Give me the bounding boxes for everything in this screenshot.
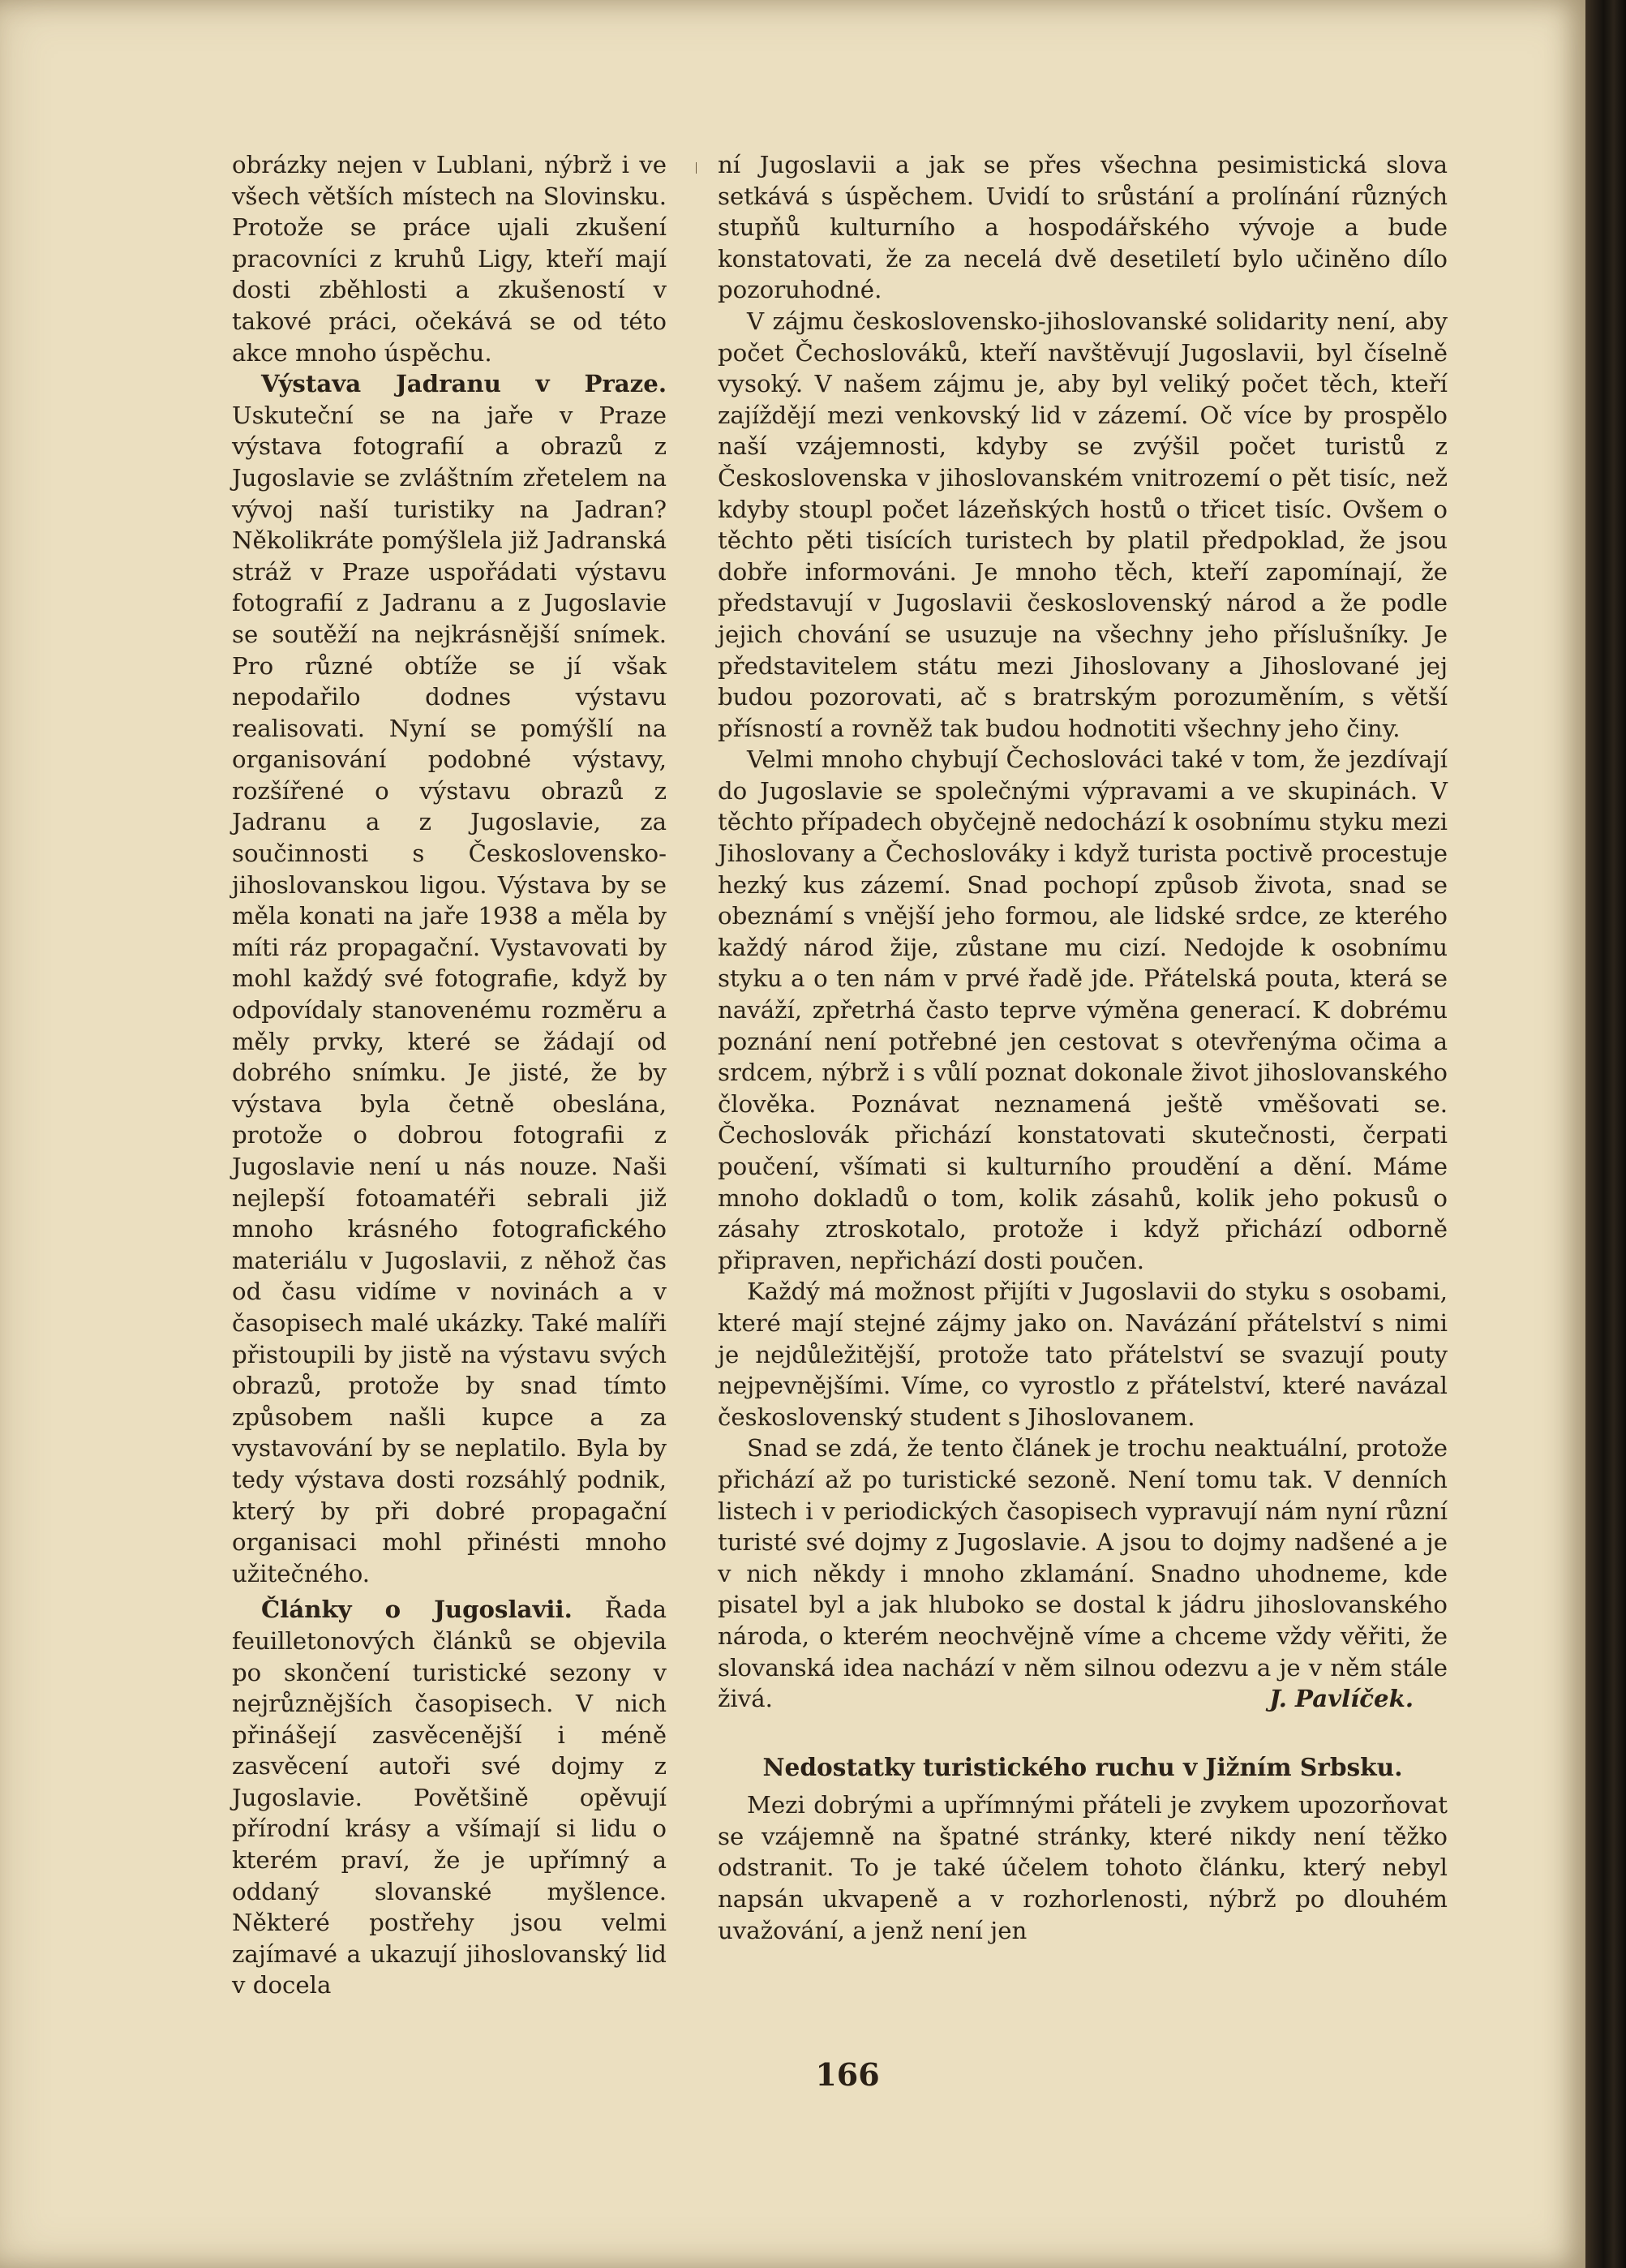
right-paragraph-5: Snad se zdá, že tento článek je trochu neaktuální, protože přichází až po turistické sezoně. Není tomu tak. V denních listech i v periodických časopisech vypravují nám nyní různí turisté své dojmy z Jugoslavie. A jsou to dojmy nadšené a je v nich někdy i mnoho zklamání. Snadno uhodneme, kde pisatel byl a jak hluboko se dostal k jádru jihoslovanského národa, o kterém neochvějně víme a chceme vždy věřiti, že slovanská idea nachází v něm silnou odezvu a je v něm stále živá. <box>718 1434 1448 1713</box>
right-paragraph-4: Každý má možnost přijíti v Jugoslavii do styku s osobami, které mají stejné zájmy jako on. Navázání přátelství s nimi je nejdůležitější, protože tato přátelství se svazují pouty nejpevnějšími. Víme, co vyrostlo z přátelství, které navázal československý student s Jihoslovanem. <box>718 1278 1448 1431</box>
exhibition-heading: Výstava Jadranu v Praze. <box>261 370 667 398</box>
column-divider-mark <box>696 162 697 174</box>
articles-text: Řada feuilletonových článků se objevila po skončení turistické sezony v nejrůznějších časopisech. V nich přinášejí zasvěcenější i méně zasvěcení autoři své dojmy z Jugoslavie. Povětšině opěvují přírodní krásy a všímají si lidu o kterém praví, že je upřímný a oddaný slovanské myšlence. Některé postřehy jsou velmi zajímavé a ukazují jihoslovanský lid v docela <box>232 1596 667 2000</box>
left-intro-paragraph: obrázky nejen v Lublani, nýbrž i ve všech větších místech na Slovinsku. Protože se práce ujali zkušení pracovníci z kruhů Ligy, kteří mají dosti zběhlosti a zkušeností v takové práci, očekává se od této akce mnoho úspěchu. <box>232 151 667 367</box>
right-paragraph-3: Velmi mnoho chybují Čechoslováci také v tom, že jezdívají do Jugoslavie se společnými výpravami a ve skupinách. V těchto případech obyčejně nedochází k osobnímu styku mezi Jihoslovany a Čechoslováky i když turista poctivě procestuje hezký kus zázemí. Snad pochopí způsob života, snad se obeznámí s vnější jeho formou, ale lidské srdce, ze kterého každý národ žije, zůstane mu cizí. Nedojde k osobnímu styku a o ten nám v prvé řadě jde. Přátelská pouta, která se naváží, zpřetrhá často teprve výměna generací. K dobrému poznání není potřebné jen cestovat s otevřenýma očima a srdcem, nýbrž i s vůlí poznat dokonale život jihoslovanského člověka. Poznávat neznamená ještě vměšovati se. Čechoslovák přichází konstatovati skutečnosti, čerpati poučení, všímati si kulturního proudění a dění. Máme mnoho dokladů o tom, kolik zásahů, kolik jeho pokusů o zásahy ztroskotalo, protože i když přichází odborně připraven, nepřichází dosti poučen. <box>718 745 1448 1274</box>
section-heading: Nedostatky turistického ruchu v Jižním Srbsku. <box>762 1752 1403 1781</box>
left-column <box>232 149 667 2001</box>
page-number: 166 <box>815 2056 880 2093</box>
exhibition-text: Uskuteční se na jaře v Praze výstava fotografií a obrazů z Jugoslavie se zvláštním zřetelem na vývoj naší turistiky na Jadran? Několikráte pomýšlela již Jadranská stráž v Praze uspořádati výstavu fotografií z Jadranu a z Jugoslavie se soutěží na nejkrásnější snímek. Pro různé obtíže se jí však nepodařilo dodnes výstavu realisovati. Nyní se pomýšlí na organisování podobné výstavy, rozšířené o výstavu obrazů z Jadranu a z Jugoslavie, za součinnosti s Československo-jihoslovanskou ligou. Výstava by se měla konati na jaře 1938 a měla by míti ráz propagační. Vystavovati by mohl každý své fotografie, když by odpovídaly stanovenému rozměru a měly prvky, které se žádají od dobrého snímku. Je jisté, že by výstava byla četně obeslána, protože o dobrou fotografii z Jugoslavie není u nás nouze. Naši nejlepší fotoamatéři sebrali již mnoho krásného fotografického materiálu v Jugoslavii, z něhož čas od času vidíme v novinách a v časopisech malé ukázky. Také malíři přistoupili by jistě na výstavu svých obrazů, protože by snad tímto způsobem našli kupce a za vystavování by se neplatilo. Byla by tedy výstava dosti rozsáhlý podnik, který by při dobré propagační organisaci mohl přinésti mnoho užitečného. <box>232 401 667 1587</box>
right-paragraph-2: V zájmu československo-jihoslovanské solidarity není, aby počet Čechoslováků, kteří navštěvují Jugoslavii, byl číselně vysoký. V našem zájmu je, aby byl veliký počet těch, kteří zajíždějí mezi venkovský lid v zázemí. Oč více by prospělo naší vzájemnosti, kdyby se zvýšil počet turistů z Československa v jihoslovanském vnitrozemí o pět tisíc, než kdyby stoupl počet lázeňských hostů o třicet tisíc. Ovšem o těchto pěti tisících turistech by platil předpoklad, že jsou dobře informováni. Je mnoho těch, kteří zapomínají, že představují v Jugoslavii československý národ a že podle jejich chování se usuzuje na všechny jeho příslušníky. Je představitelem státu mezi Jihoslovany a Jihoslované jej budou pozorovati, ač s bratrským porozuměním, s větší přísností a rovněž tak budou hodnotiti všechny jeho činy. <box>718 307 1448 742</box>
right-column <box>718 149 1448 1946</box>
right-paragraph-1: ní Jugoslavii a jak se přes všechna pesimistická slova setkává s úspěchem. Uvidí to srůstání a prolínání různých stupňů kulturního a hospodářského vývoje a bude konstatovati, že za necelá dvě desetiletí bylo učiněno dílo pozoruhodné. <box>718 151 1448 304</box>
articles-paragraph <box>232 1594 667 2001</box>
final-paragraph: Mezi dobrými a upřímnými přáteli je zvykem upozorňovat se vzájemně na špatné stránky, které nikdy není těžko odstranit. To je také účelem tohoto článku, který nebyl napsán ukvapeně a v rozhorlenosti, nýbrž po dlouhém uvažování, a jenž není jen <box>718 1791 1448 1944</box>
articles-heading: Články o Jugoslavii. <box>261 1596 573 1624</box>
book-binding-edge <box>1585 0 1626 2268</box>
author-signature: J. Pavlíček. <box>1269 1685 1414 1713</box>
exhibition-paragraph <box>232 368 667 1589</box>
